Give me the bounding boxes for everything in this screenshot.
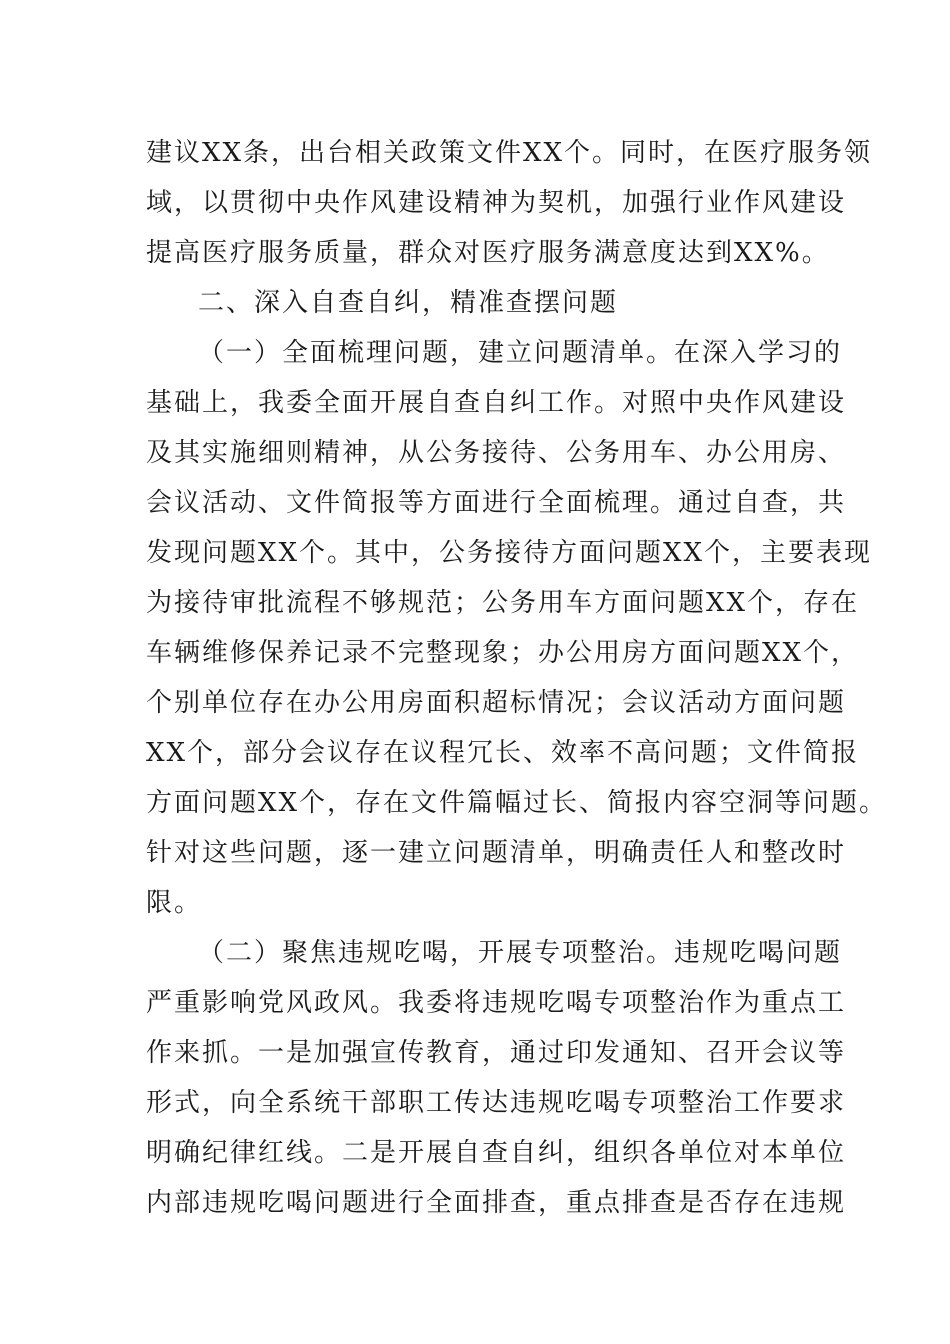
text-line: 严重影响党风政风。我委将违规吃喝专项整治作为重点工	[146, 988, 847, 1018]
text-line: 明确纪律红线。二是开展自查自纠，组织各单位对本单位	[146, 1138, 847, 1168]
text-line: 方面问题XX个，存在文件篇幅过长、简报内容空洞等问题。	[146, 788, 888, 818]
text-line: 针对这些问题，逐一建立问题清单，明确责任人和整改时	[146, 838, 847, 868]
text-line: 内部违规吃喝问题进行全面排查，重点排查是否存在违规	[146, 1188, 847, 1218]
text-line: （一）全面梳理问题，建立问题清单。在深入学习的	[198, 338, 843, 368]
text-line: 发现问题XX个。其中，公务接待方面问题XX个，主要表现	[146, 538, 873, 568]
text-line: 作来抓。一是加强宣传教育，通过印发通知、召开会议等	[146, 1038, 847, 1068]
text-line: 形式，向全系统干部职工传达违规吃喝专项整治工作要求	[146, 1088, 847, 1118]
text-line: 建议XX条，出台相关政策文件XX个。同时，在医疗服务领	[146, 138, 873, 168]
text-line: （二）聚焦违规吃喝，开展专项整治。违规吃喝问题	[198, 938, 843, 968]
section-heading: 二、深入自查自纠，精准查摆问题	[198, 288, 619, 318]
text-line: 个别单位存在办公用房面积超标情况；会议活动方面问题	[146, 688, 847, 718]
text-line: 会议活动、文件简报等方面进行全面梳理。通过自查，共	[146, 488, 847, 518]
text-line: 及其实施细则精神，从公务接待、公务用车、办公用房、	[146, 438, 847, 468]
text-line: 车辆维修保养记录不完整现象；办公用房方面问题XX个，	[146, 638, 860, 668]
text-line: 域，以贯彻中央作风建设精神为契机，加强行业作风建设	[146, 188, 847, 218]
text-line: XX个，部分会议存在议程冗长、效率不高问题；文件简报	[146, 738, 860, 768]
text-line: 提高医疗服务质量，群众对医疗服务满意度达到XX%。	[146, 238, 830, 268]
text-line: 基础上，我委全面开展自查自纠工作。对照中央作风建设	[146, 388, 847, 418]
text-line: 限。	[146, 888, 203, 918]
text-line: 为接待审批流程不够规范；公务用车方面问题XX个，存在	[146, 588, 860, 618]
